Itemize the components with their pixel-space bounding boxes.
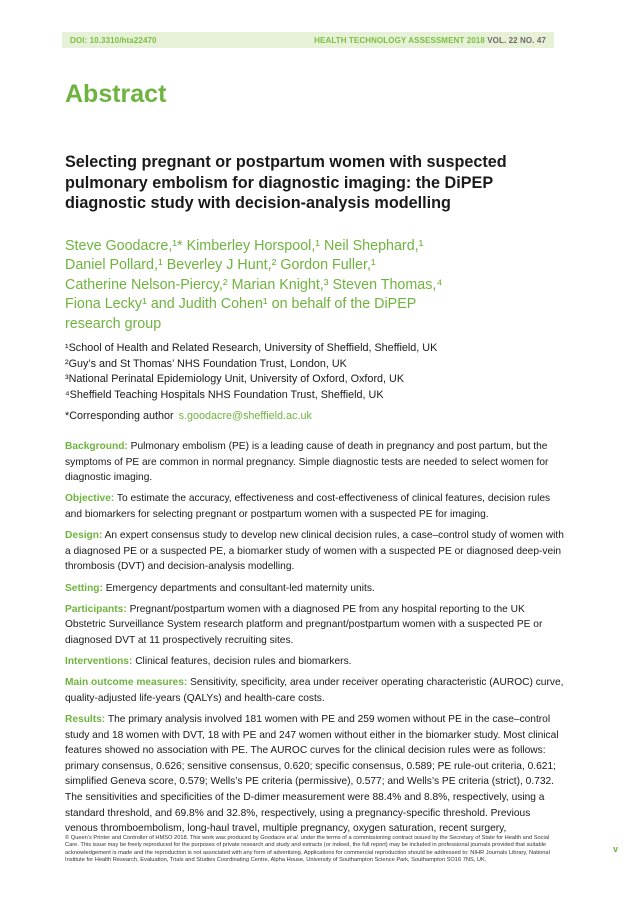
affiliation-item: ²Guy’s and St Thomas’ NHS Foundation Trust, London, UK xyxy=(65,357,347,370)
page-number: v xyxy=(613,844,619,854)
affiliation-item: ¹School of Health and Related Research, University of Sheffield, Sheffield, UK xyxy=(65,342,438,354)
section-label: Objective: xyxy=(65,493,115,505)
section-label: Results: xyxy=(65,714,106,726)
section-text: Emergency departments and consultant-led maternity units. xyxy=(105,582,375,594)
footer-rest: under the terms of a commissioning contract issued by the Secretary of State for Health and Social Care. This issue may be freely reproduced for the purposes of private research and study and extracts (or indeed, the full report) may be included in professional journals provided that suitable acknowledgement is made and the reproduction is not associated with any form of advertising. Applications for commercial reproduction should be addressed to: NIHR Journals Library, National Institute for Health Research, Evaluation, Trials and Studies Coordinating Centre, Alpha House, University of Southampton Science Park, Southampton SO16 7NS, UK. xyxy=(65,835,550,864)
section-text: To estimate the accuracy, effectiveness and cost-effectiveness of clinical features, decision rules and biomarkers for selecting pregnant or postpartum women with a suspected PE for imaging. xyxy=(65,493,551,520)
section-label: Participants: xyxy=(65,603,127,615)
author-line: Catherine Nelson-Piercy,² Marian Knight,³ Steven Thomas,⁴ xyxy=(65,276,443,293)
abstract-section xyxy=(65,491,565,522)
abstract-section xyxy=(65,602,565,649)
section-label: Design: xyxy=(65,530,103,542)
affiliation-item: ⁴Sheffield Teaching Hospitals NHS Foundation Trust, Sheffield, UK xyxy=(65,388,384,401)
abstract-section xyxy=(65,581,565,597)
doi-link[interactable]: DOI: 10.3310/hta22470 xyxy=(70,35,157,45)
section-label: Setting: xyxy=(65,582,103,594)
author-list xyxy=(65,237,545,334)
abstract-body xyxy=(65,439,565,842)
abstract-section xyxy=(65,654,565,670)
author-line: Daniel Pollard,¹ Beverley J Hunt,² Gordon Fuller,¹ xyxy=(65,257,376,274)
author-line: Steve Goodacre,¹* Kimberley Horspool,¹ Neil Shephard,¹ xyxy=(65,238,424,254)
section-text: An expert consensus study to develop new clinical decision rules, a case–control study of women with a diagnosed PE or a suspected PE, a biomarker study of women with a suspected PE or diagnosed deep-vein thrombosis (DVT) and decision-analysis modelling. xyxy=(65,530,564,573)
corresponding-label: *Corresponding author xyxy=(65,410,174,422)
corresponding-email-link[interactable]: s.goodacre@sheffield.ac.uk xyxy=(178,410,312,422)
copyright-footer xyxy=(65,835,553,865)
footer-lead: © Queen’s Printer and Controller of HMSO 2018. This work was produced by Goodacre xyxy=(65,835,287,841)
footer-etal: et al. xyxy=(286,835,300,841)
section-text: The primary analysis involved 181 women with PE and 259 women without PE in the case–control study and 18 women with DVT, 18 with PE and 247 women without either in the biomarker study. Most clinical features showed no association with PE. The AUROC curves for the clinical decision rules were as follows: primary consensus, 0.626; sensitive consensus, 0.620; specific consensus, 0.589; PE rule-out criteria, 0.621; simplified Geneva score, 0.579; Wells’s PE criteria (permissive), 0.577; and Wells’s PE criteria (strict), 0.732. The sensitivities and specificities of the D-dimer measurement were 88.4% and 8.8%, respectively, using a standard threshold, and 69.8% and 32.8%, respectively, using a pregnancy-specific threshold. Previous venous thromboembolism, long-haul travel, multiple pregnancy, oxygen saturation, recent surgery, xyxy=(65,714,559,835)
section-text: Clinical features, decision rules and biomarkers. xyxy=(135,656,352,668)
section-text: Pregnant/postpartum women with a diagnosed PE from any hospital reporting to the UK Obstetric Surveillance System research platform and pregnant/postpartum women with a suspected PE or diagnosed DVT at 11 prospectively recruiting sites. xyxy=(65,603,543,646)
abstract-section xyxy=(65,528,565,575)
author-line: Fiona Lecky¹ and Judith Cohen¹ on behalf of the DiPEP xyxy=(65,296,417,313)
abstract-section xyxy=(65,675,565,706)
abstract-section xyxy=(65,439,565,486)
paper-title: Selecting pregnant or postpartum women with suspected pulmonary embolism for diagnostic imaging: the DiPEP diagnostic study with decision-analysis modelling xyxy=(65,153,507,212)
journal-info xyxy=(314,36,546,45)
volume-issue: VOL. 22 NO. 47 xyxy=(487,35,546,45)
section-text: Pulmonary embolism (PE) is a leading cause of death in pregnancy and post partum, but the symptoms of PE are common in normal pregnancy. Simple diagnostic tests are needed to select women for diagnostic imaging. xyxy=(65,441,549,484)
abstract-heading: Abstract xyxy=(65,80,167,108)
running-header xyxy=(62,32,554,48)
corresponding-author xyxy=(65,410,312,422)
affiliation-item: ³National Perinatal Epidemiology Unit, University of Oxford, Oxford, UK xyxy=(65,373,405,386)
journal-name: HEALTH TECHNOLOGY ASSESSMENT 2018 xyxy=(314,35,485,45)
section-label: Background: xyxy=(65,441,128,452)
section-label: Interventions: xyxy=(65,656,133,668)
author-line: research group xyxy=(65,315,162,332)
section-text: Sensitivity, specificity, area under receiver operating characteristic (AUROC) curve, quality-adjusted life-years (QALYs) and health-care costs. xyxy=(65,677,564,704)
affiliations xyxy=(65,341,535,403)
abstract-section xyxy=(65,712,565,837)
section-label: Main outcome measures: xyxy=(65,677,188,689)
